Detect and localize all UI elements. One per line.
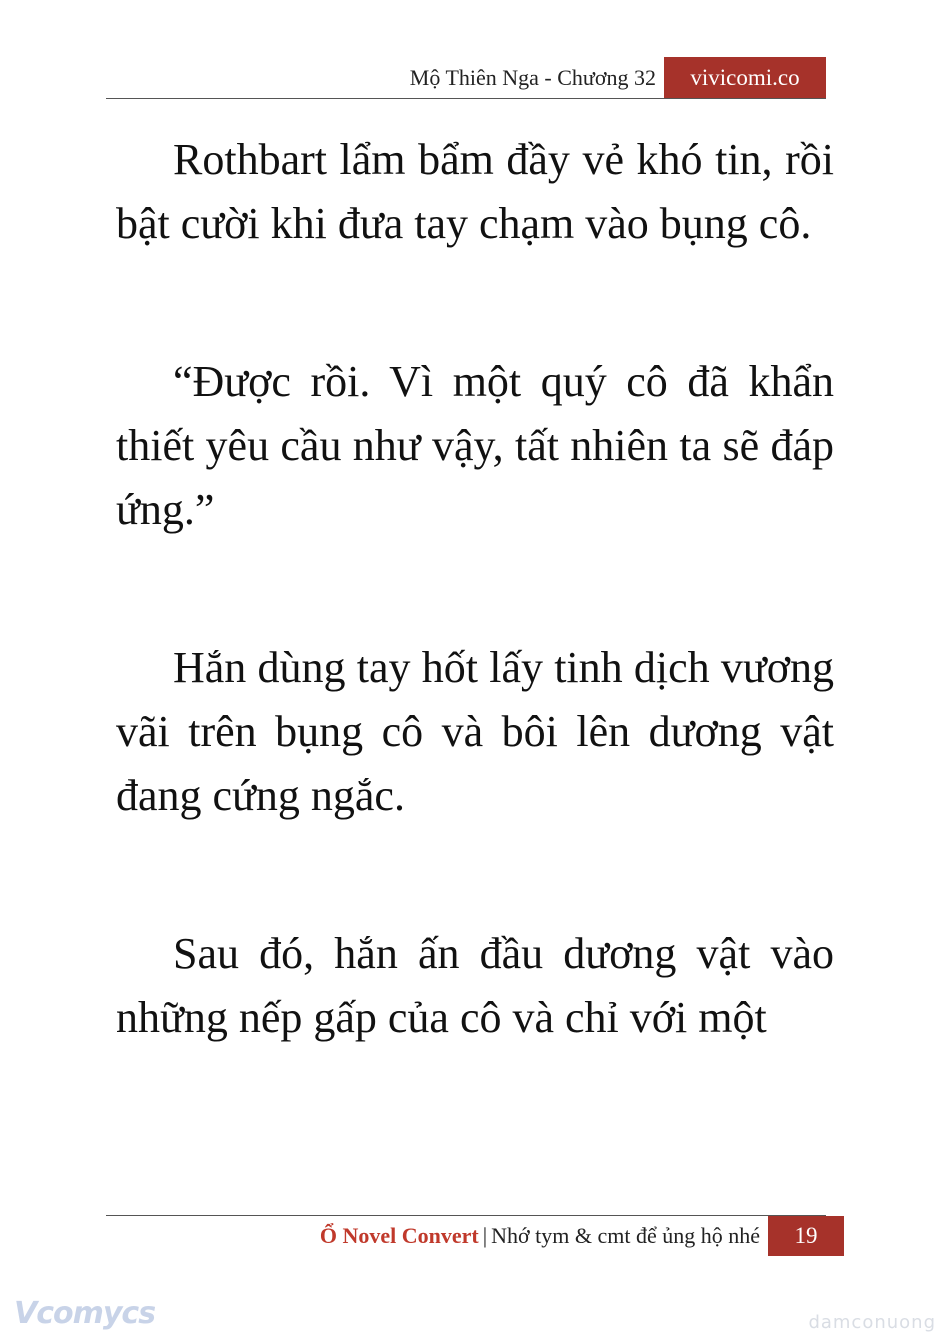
footer-brand: Ổ Novel Convert	[319, 1223, 479, 1248]
chapter-title: Mộ Thiên Nga - Chương 32	[409, 65, 656, 90]
paragraph-3: Hắn dùng tay hốt lấy tinh dịch vương vãi trên bụng cô và bôi lên dương vật đang cứng ngắc.	[116, 643, 834, 820]
paragraph-1: Rothbart lẩm bẩm đầy vẻ khó tin, rồi bật cười khi đưa tay chạm vào bụng cô.	[116, 135, 834, 248]
site-badge: vivicomi.co	[664, 57, 826, 98]
header-divider	[106, 98, 826, 99]
page-footer	[106, 1216, 844, 1256]
page-body	[116, 128, 834, 1144]
page-number: 19	[768, 1216, 844, 1256]
footer-note: Nhớ tym & cmt để ủng hộ nhé	[491, 1223, 760, 1248]
page-header	[106, 57, 826, 99]
paragraph-2: “Được rồi. Vì một quý cô đã khẩn thiết yêu cầu như vậy, tất nhiên ta sẽ đáp ứng.”	[116, 357, 834, 534]
watermark-right: damconuong	[808, 1312, 936, 1333]
footer-text	[320, 1223, 760, 1249]
watermark-left-logo: Vcomycs	[14, 1296, 156, 1331]
paragraph-4: Sau đó, hắn ấn đầu dương vật vào những nếp gấp của cô và chỉ với một	[116, 929, 834, 1042]
footer-separator: |	[482, 1223, 488, 1248]
